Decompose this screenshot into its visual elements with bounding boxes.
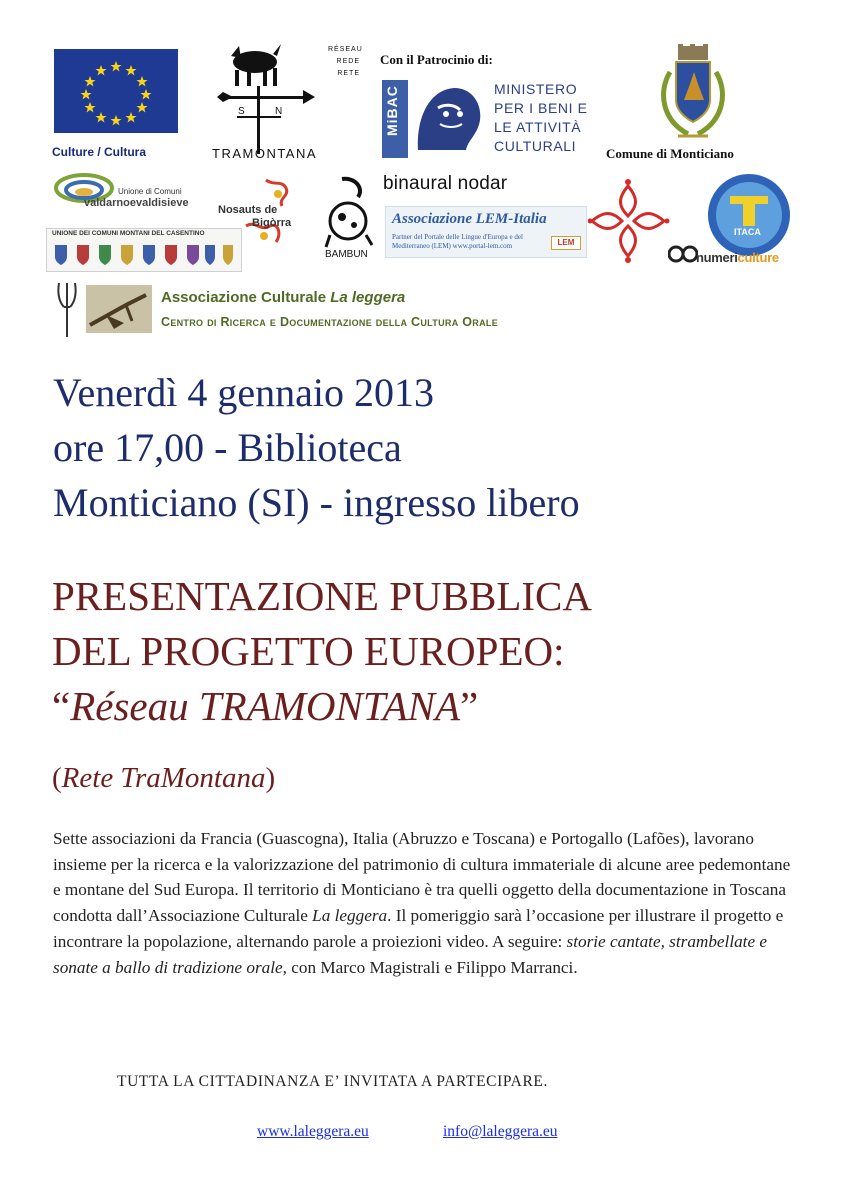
nosauts-line2: Bigòrra bbox=[252, 217, 292, 229]
occitan-cross-logo bbox=[588, 176, 670, 266]
rete-line: RETE bbox=[337, 70, 360, 77]
open-quote: “ bbox=[52, 683, 71, 729]
itaca-label: ITACA bbox=[734, 227, 761, 237]
body-italic2: storie cantate, strambellate e sonate a ballo di tradizione orale bbox=[53, 931, 768, 977]
association-name bbox=[161, 289, 405, 306]
website-link[interactable]: www.laleggera.eu bbox=[257, 1123, 369, 1140]
mibac-line: LE ATTIVITÀ bbox=[494, 119, 582, 135]
bambun-logo bbox=[322, 175, 378, 255]
comune-label: Comune di Monticiano bbox=[606, 146, 734, 161]
monticiano-crest-logo bbox=[648, 42, 738, 142]
binaural-nodar-logo: binaural nodar bbox=[383, 173, 508, 194]
body-part1: Sette associazioni da Francia (Guascogna), Italia (Abruzzo e Toscana) e Portogallo (Lafões), lavorano insieme per la ricerca e la valorizzazione del patrimonio di cultura immateriale di alcune aree pedemontane e montane del Sud Europa. Il territorio di Monticiano è tra quelli oggetto della documentazione in Toscana condotta dall’Associazione Culturale bbox=[53, 829, 791, 926]
eu-flag-logo bbox=[54, 49, 178, 133]
patrocinio-label: Con il Patrocinio di: bbox=[380, 52, 493, 67]
event-time-place: ore 17,00 - Biblioteca bbox=[53, 425, 402, 470]
mibac-line: MINISTERO bbox=[494, 81, 578, 97]
close-paren: ) bbox=[265, 762, 276, 794]
mibac-ministry-text bbox=[494, 80, 588, 156]
body-part2: . Il pomeriggio sarà l’occasione per illustrare il progetto e incontrare la popolazione, alternando parole a proiezioni video. A seguire: bbox=[53, 906, 784, 951]
plough-image bbox=[86, 285, 152, 333]
rede-line: REDE bbox=[336, 58, 360, 65]
bambun-label: BAMBUN bbox=[325, 249, 368, 260]
project-subtitle bbox=[52, 762, 275, 795]
svg-text:N: N bbox=[275, 106, 283, 117]
reseau-rede-rete bbox=[328, 44, 363, 80]
headline-line2: DEL PROGETTO EUROPEO: bbox=[52, 628, 565, 674]
lem-mini-logo: LEM bbox=[551, 236, 581, 250]
pitchfork-icon bbox=[54, 281, 80, 339]
nosauts-line1: Nosauts de bbox=[218, 204, 278, 216]
body-italic1: La leggera bbox=[312, 906, 388, 926]
unione-line1: Unione di Comuni bbox=[118, 187, 182, 196]
research-centre-name: Centro di Ricerca e Documentazione della Cultura Orale bbox=[161, 315, 498, 329]
headline bbox=[52, 569, 592, 734]
event-details bbox=[53, 365, 580, 530]
close-quote: ” bbox=[460, 683, 479, 729]
headline-line1: PRESENTAZIONE PUBBLICA bbox=[52, 573, 592, 619]
eu-caption: Culture / Cultura bbox=[52, 145, 147, 159]
tramontana-wordmark: TRAMONTANA bbox=[212, 146, 318, 161]
mibac-head-logo bbox=[410, 80, 488, 158]
culture-part: culture bbox=[737, 250, 779, 265]
numeri-part: numeri bbox=[696, 250, 738, 265]
association-prefix: Associazione Culturale bbox=[161, 289, 331, 306]
body-paragraph bbox=[53, 826, 793, 980]
email-link[interactable]: info@laleggera.eu bbox=[443, 1123, 558, 1140]
invitation-line: TUTTA LA CITTADINANZA E’ INVITATA A PARTECIPARE. bbox=[117, 1073, 548, 1090]
unione-line2: valdarnoevaldisieve bbox=[84, 197, 189, 209]
event-location: Monticiano (SI) - ingresso libero bbox=[53, 480, 580, 525]
lem-title: Associazione LEM-Italia bbox=[392, 211, 547, 227]
casentino-label: UNIONE DEI COMUNI MONTANI DEL CASENTINO bbox=[52, 230, 205, 237]
open-paren: ( bbox=[52, 762, 62, 794]
mibac-line: CULTURALI bbox=[494, 138, 577, 154]
mibac-tag bbox=[382, 80, 408, 158]
subtitle-italic: Rete TraMontana bbox=[61, 762, 266, 794]
reseau-line: RÉSEAU bbox=[328, 46, 363, 53]
numericulture-text bbox=[696, 250, 779, 265]
event-date: Venerdì 4 gennaio 2013 bbox=[53, 370, 435, 415]
body-part3: , con Marco Magistrali e Filippo Marranci. bbox=[282, 957, 578, 977]
svg-text:S: S bbox=[238, 106, 245, 117]
mibac-tag-text: MiBAC bbox=[384, 85, 400, 136]
headline-line3 bbox=[52, 679, 592, 734]
project-title: Réseau TRAMONTANA bbox=[70, 683, 461, 729]
association-italic-name: La leggera bbox=[330, 289, 406, 306]
mibac-line: PER I BENI E bbox=[494, 100, 588, 116]
lem-subtitle: Partner del Portale delle Lingue d'Europa e del Mediterraneo (LEM) www.portal-lem.com bbox=[392, 233, 523, 250]
